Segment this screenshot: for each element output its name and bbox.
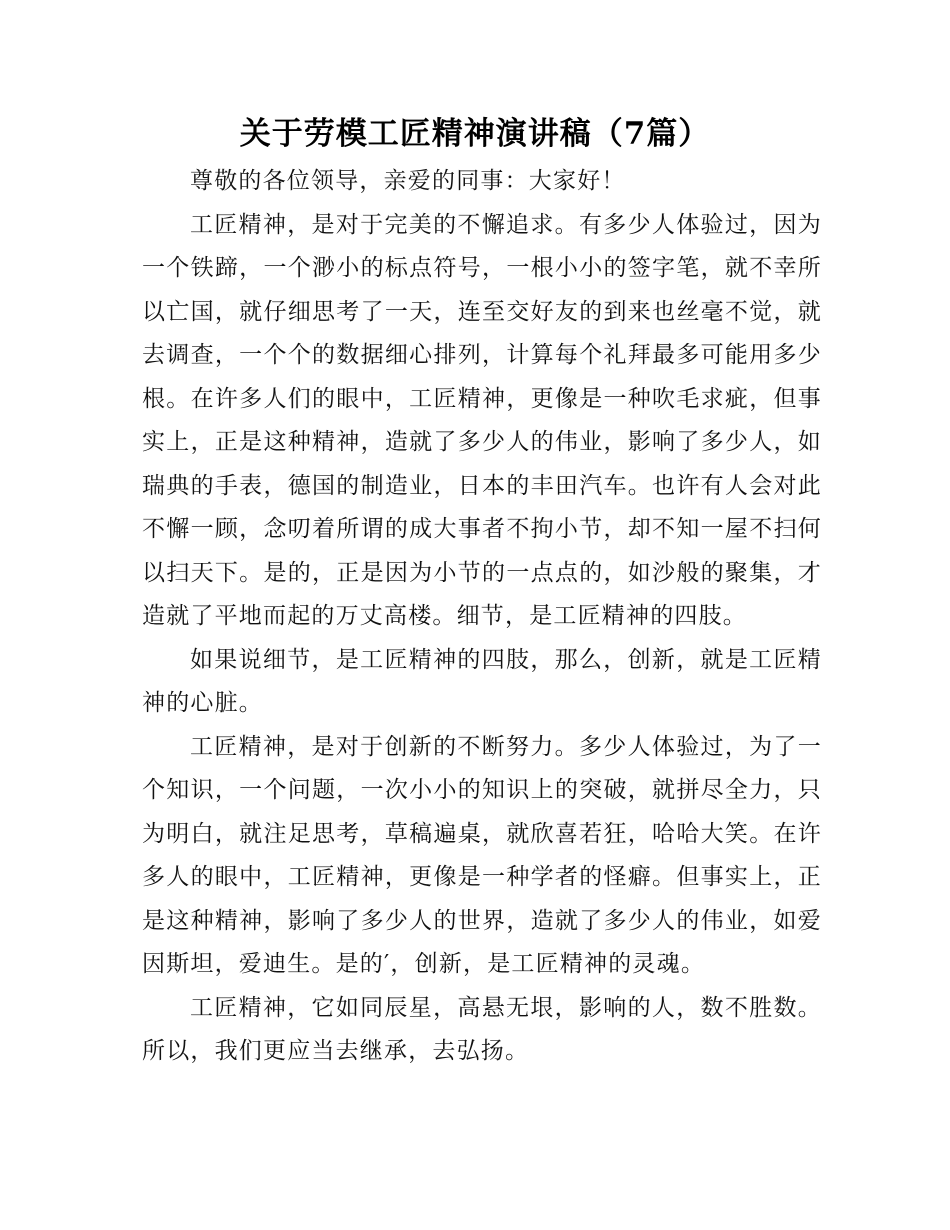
document-title: 关于劳模工匠精神演讲稿（7篇） [239,116,711,152]
paragraph-details-transition: 如果说细节，是工匠精神的四肢，那么，创新，就是工匠精神的心脏。 [142,646,822,716]
paragraph-conclusion: 工匠精神，它如同辰星，高悬无垠，影响的人，数不胜数。所以，我们更应当去继承，去弘扬。 [142,994,822,1064]
document-body [142,160,822,1074]
paragraph-greeting: 尊敬的各位领导，亲爱的同事：大家好！ [190,168,626,194]
paragraph-innovation: 工匠精神，是对于创新的不断努力。多少人体验过，为了一个知识，一个问题，一次小小的知识上的突破，就拼尽全力，只为明白，就注足思考，草稿遍桌，就欣喜若狂，哈哈大笑。在许多人的眼中，工匠精神，更像是一种学者的怪癖。但事实上，正是这种精神，影响了多少人的世界，造就了多少人的伟业，如爱因斯坦，爱迪生。是的′，创新，是工匠精神的灵魂。 [142,733,822,977]
paragraph-perfection: 工匠精神，是对于完美的不懈追求。有多少人体验过，因为一个铁蹄，一个渺小的标点符号，一根小小的签字笔，就不幸所以亡国，就仔细思考了一天，连至交好友的到来也丝毫不觉，就去调查，一个个的数据细心排列，计算每个礼拜最多可能用多少根。在许多人们的眼中，工匠精神，更像是一种吹毛求疵，但事实上，正是这种精神，造就了多少人的伟业，影响了多少人，如瑞典的手表，德国的制造业，日本的丰田汽车。也许有人会对此不懈一顾，念叨着所谓的成大事者不拘小节，却不知一屋不扫何以扫天下。是的，正是因为小节的一点点的，如沙般的聚集，才造就了平地而起的万丈高楼。细节，是工匠精神的四肢。 [142,211,822,629]
